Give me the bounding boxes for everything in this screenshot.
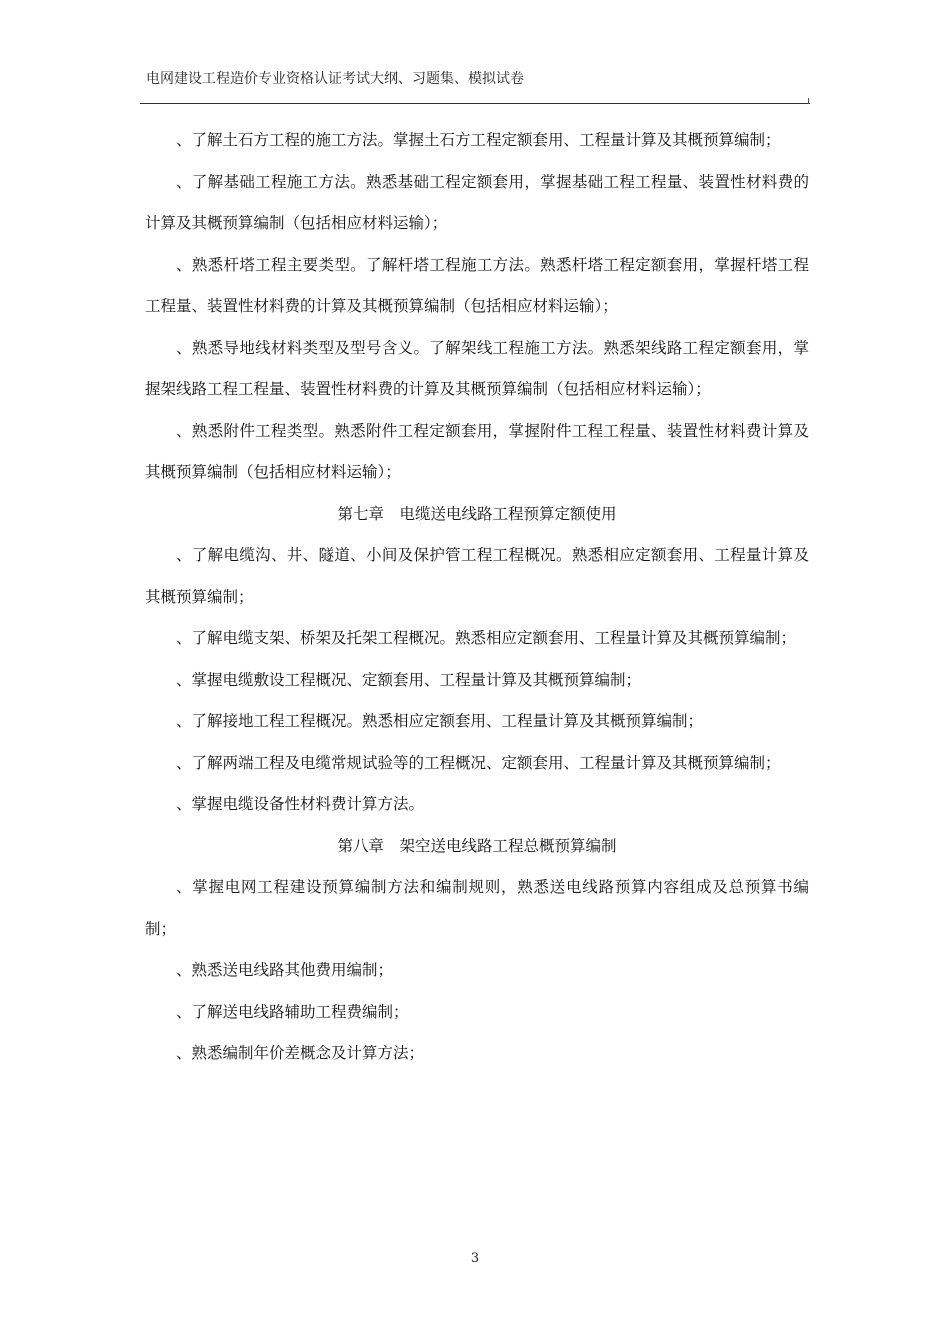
paragraph-foundation: 、了解基础工程施工方法。熟悉基础工程定额套用，掌握基础工程工程量、装置性材料费的计算及其概预算编制（包括相应材料运输）； (145, 172, 809, 232)
chapter-7-heading: 第七章 电缆送电线路工程预算定额使用 (337, 504, 617, 523)
paragraph-other-costs: 、熟悉送电线路其他费用编制； (176, 961, 394, 979)
running-header: 电网建设工程造价专业资格认证考试大纲、习题集、模拟试卷 (146, 71, 524, 87)
header-divider (140, 103, 810, 104)
paragraph-cable-materials: 、掌握电缆设备性材料费计算方法。 (176, 795, 425, 813)
paragraph-cable-trench: 、了解电缆沟、井、隧道、小间及保护管工程工程概况。熟悉相应定额套用、工程量计算及其概预算编制； (145, 546, 809, 606)
paragraph-stringing: 、熟悉导地线材料类型及型号含义。了解架线工程施工方法。熟悉架线路工程定额套用，掌握架线路工程工程量、装置性材料费的计算及其概预算编制（包括相应材料运输）； (145, 338, 809, 398)
paragraph-budget-rules: 、掌握电网工程建设预算编制方法和编制规则，熟悉送电线路预算内容组成及总预算书编制； (145, 878, 809, 938)
paragraph-terminations: 、了解两端工程及电缆常规试验等的工程概况、定额套用、工程量计算及其概预算编制； (176, 753, 781, 772)
paragraph-cable-bracket: 、了解电缆支架、桥架及托架工程概况。熟悉相应定额套用、工程量计算及其概预算编制； (176, 629, 797, 647)
paragraph-cable-laying: 、掌握电缆敷设工程概况、定额套用、工程量计算及其概预算编制； (176, 670, 642, 689)
page-number: 3 (470, 1251, 480, 1266)
document-body (145, 120, 809, 1075)
header-divider-tick (808, 98, 809, 104)
paragraph-earthwork: 、了解土石方工程的施工方法。掌握土石方工程定额套用、工程量计算及其概预算编制； (176, 131, 781, 149)
paragraph-fittings: 、熟悉附件工程类型。熟悉附件工程定额套用，掌握附件工程工程量、装置性材料费计算及其概预算编制（包括相应材料运输）； (145, 421, 809, 481)
paragraph-auxiliary-costs: 、了解送电线路辅助工程费编制； (176, 1002, 409, 1021)
paragraph-grounding: 、了解接地工程工程概况。熟悉相应定额套用、工程量计算及其概预算编制； (176, 712, 704, 730)
chapter-8-heading: 第八章 架空送电线路工程总概预算编制 (337, 836, 617, 855)
paragraph-tower: 、熟悉杆塔工程主要类型。了解杆塔工程施工方法。熟悉杆塔工程定额套用，掌握杆塔工程工程量、装置性材料费的计算及其概预算编制（包括相应材料运输）； (145, 255, 809, 315)
paragraph-price-difference: 、熟悉编制年价差概念及计算方法； (176, 1044, 425, 1062)
